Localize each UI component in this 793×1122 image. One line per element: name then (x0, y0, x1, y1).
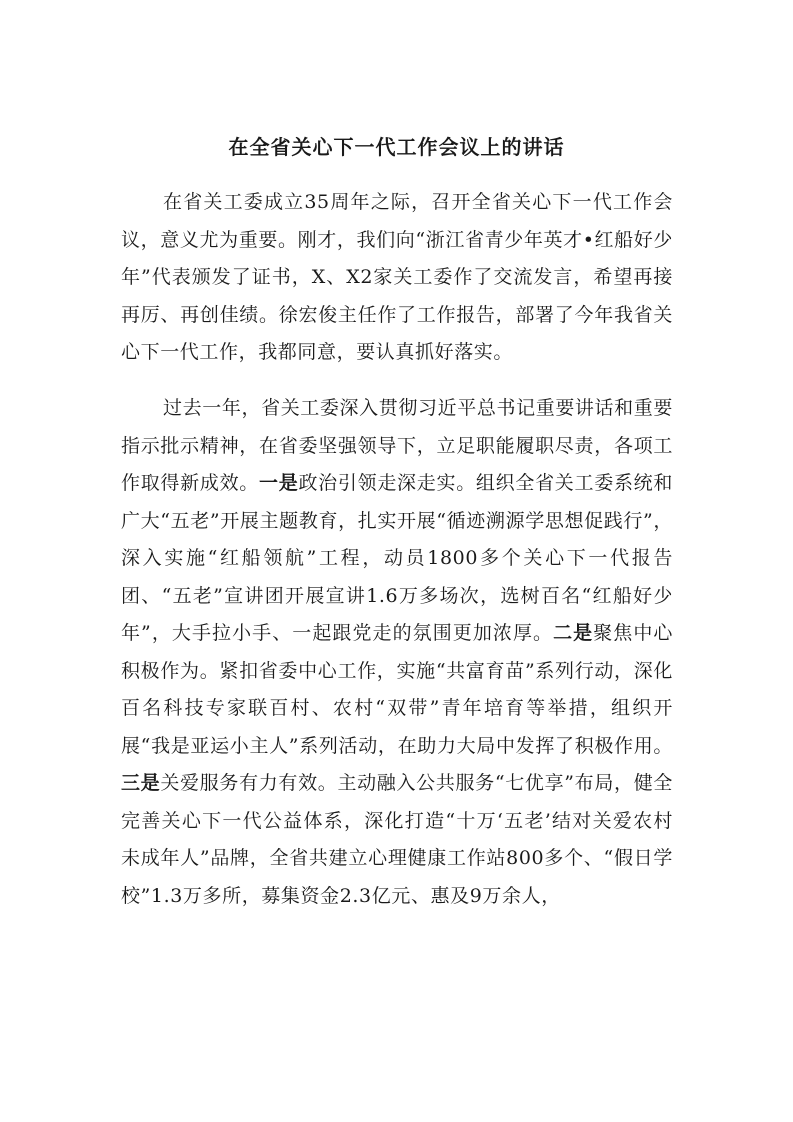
document-title: 在全省关心下一代工作会议上的讲话 (228, 135, 565, 159)
point-3-text: 关爱服务有力有效。主动融入公共服务“七优享”布局，健全完善关心下一代公益体系，深化打造“十万‘五老’结对关爱农村未成年人”品牌，全省共建立心理健康工作站800多个、“假日学校”1.3万多所，募集资金2.3亿元、惠及9万余人， (121, 772, 673, 907)
point-3-label: 三是 (121, 772, 161, 794)
point-2-text: 聚焦中心积极作为。紧扣省委中心工作，实施“共富育苗”系列行动，深化百名科技专家联百村、农村“双带”青年培育等举措，组织开展“我是亚运小主人”系列活动，在助力大局中发挥了积极作用。 (121, 622, 673, 757)
paragraph-2-intro: 过去一年，省关工委深入贯彻习近平总书记重要讲话和重要指示批示精神，在省委坚强领导下，立足职能履职尽责，各项工作取得新成效。 (121, 397, 673, 494)
point-2-label: 二是 (553, 622, 594, 644)
paragraph-2 (121, 390, 673, 915)
point-1-text: 政治引领走深走实。组织全省关工委系统和广大“五老”开展主题教育，扎实开展“循迹溯源学思想促践行”，深入实施“红船领航”工程，动员1800多个关心下一代报告团、“五老”宣讲团开展宣讲1.6万多场次，选树百名“红船好少年”，大手拉小手、一起跟党走的氛围更加浓厚。 (121, 472, 673, 644)
point-1-label: 一是 (259, 472, 299, 494)
paragraph-1: 在省关工委成立35周年之际，召开全省关心下一代工作会议，意义尤为重要。刚才，我们向“浙江省青少年英才•红船好少年”代表颁发了证书，X、X2家关工委作了交流发言，希望再接再厉、再创佳绩。徐宏俊主任作了工作报告，部署了今年我省关心下一代工作，我都同意，要认真抓好落实。 (121, 191, 673, 363)
